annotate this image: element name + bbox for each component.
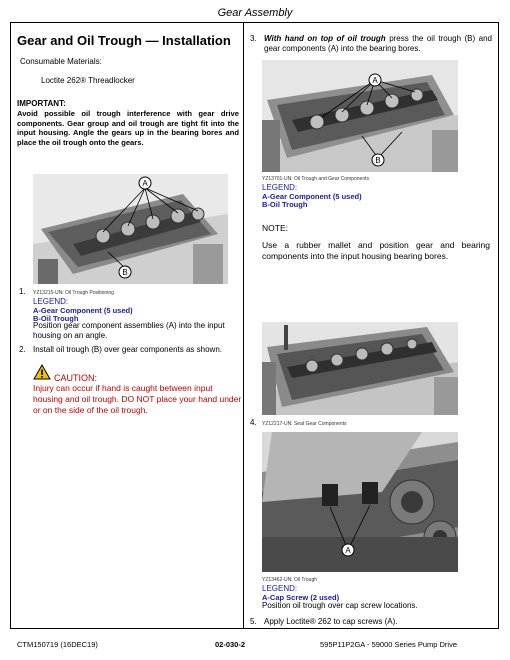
figure-seat-gear-components [262,322,458,415]
step4-number: 4. [250,418,257,427]
note-text: Use a rubber mallet and position gear and bearing components into the input housing bearing bores. [262,240,490,261]
column-divider [243,22,244,629]
caution-label: CAUTION: [54,373,98,383]
callout-b-label: B [375,156,381,165]
fig2-caption: YZ13701-UN: Oil Trough and Gear Components [262,176,369,182]
caution-warning-icon [33,364,51,380]
fig2-legend-a: A-Gear Component (5 used) [262,192,362,201]
figure-cap-screws [262,432,458,572]
footer-page-number: 02-030-2 [215,640,246,649]
step1-legend-title: LEGEND: [33,297,69,306]
page-header-title: Gear Assembly [217,7,293,19]
step3-number: 3. [250,34,257,43]
caution-text: Injury can occur if hand is caught between input housing and oil trough. DO NOT place your hand under or on the side of the oil trough. [33,383,242,415]
step5-text: Apply Loctite® 262 to cap screws (A). [264,617,398,626]
step1-text: Position gear component assemblies (A) into the input housing on an angle. [33,321,225,340]
callout-a-label: A [142,179,148,188]
step5-number: 5. [250,617,257,626]
fig4-legend-title: LEGEND: [262,584,298,593]
fig1-caption: YZ13215-UN: Oil Trough Positioning [33,290,114,296]
step3-body: press the oil trough (B) and gear components (A) into the bearing bores. [264,34,493,53]
step2-number: 2. [19,345,26,354]
fig4-legend-a: A-Cap Screw (2 used) [262,593,340,602]
fig2-legend-b: B-Oil Trough [262,200,308,209]
section-title: Gear and Oil Trough — Installation [17,33,231,48]
figure-oil-trough-positioning [33,174,228,284]
callout-b-label: B [122,268,128,277]
callout-a-label: A [372,76,378,85]
fig4-caption: YZ13462-UN: Oil Trough [262,577,318,583]
consumables-item: Loctite 262® Threadlocker [41,76,135,85]
step4-caption: YZ12217-UN: Seat Gear Components [262,421,347,427]
step1-number: 1. [19,287,26,296]
important-label: IMPORTANT: [17,99,66,108]
step1-legend-a: A-Gear Component (5 used) [33,306,133,315]
footer-doc-id: CTM150719 (16DEC19) [17,640,98,649]
callout-a-label: A [345,546,351,555]
note-label: NOTE: [262,223,288,233]
consumables-label: Consumable Materials: [20,57,102,66]
step2-text: Install oil trough (B) over gear components as shown. [33,345,222,354]
step3-emphasis: With hand on top of oil trough [264,34,386,43]
step3-text [264,34,492,54]
fig4-text: Position oil trough over cap screw locations. [262,601,418,610]
fig2-legend-title: LEGEND: [262,183,298,192]
step1-legend-b: B-Oil Trough [33,314,79,323]
important-text: Avoid possible oil trough interference with gear drive components. Gear group and oil trough are tight fit into the input housing. Angle the gears up in the bearing bores and place the oil trough onto the gears. [17,109,239,147]
footer-manual-title: 595P11P2GA - 59000 Series Pump Drive [320,640,458,649]
figure-oil-trough-and-gears [262,60,458,172]
